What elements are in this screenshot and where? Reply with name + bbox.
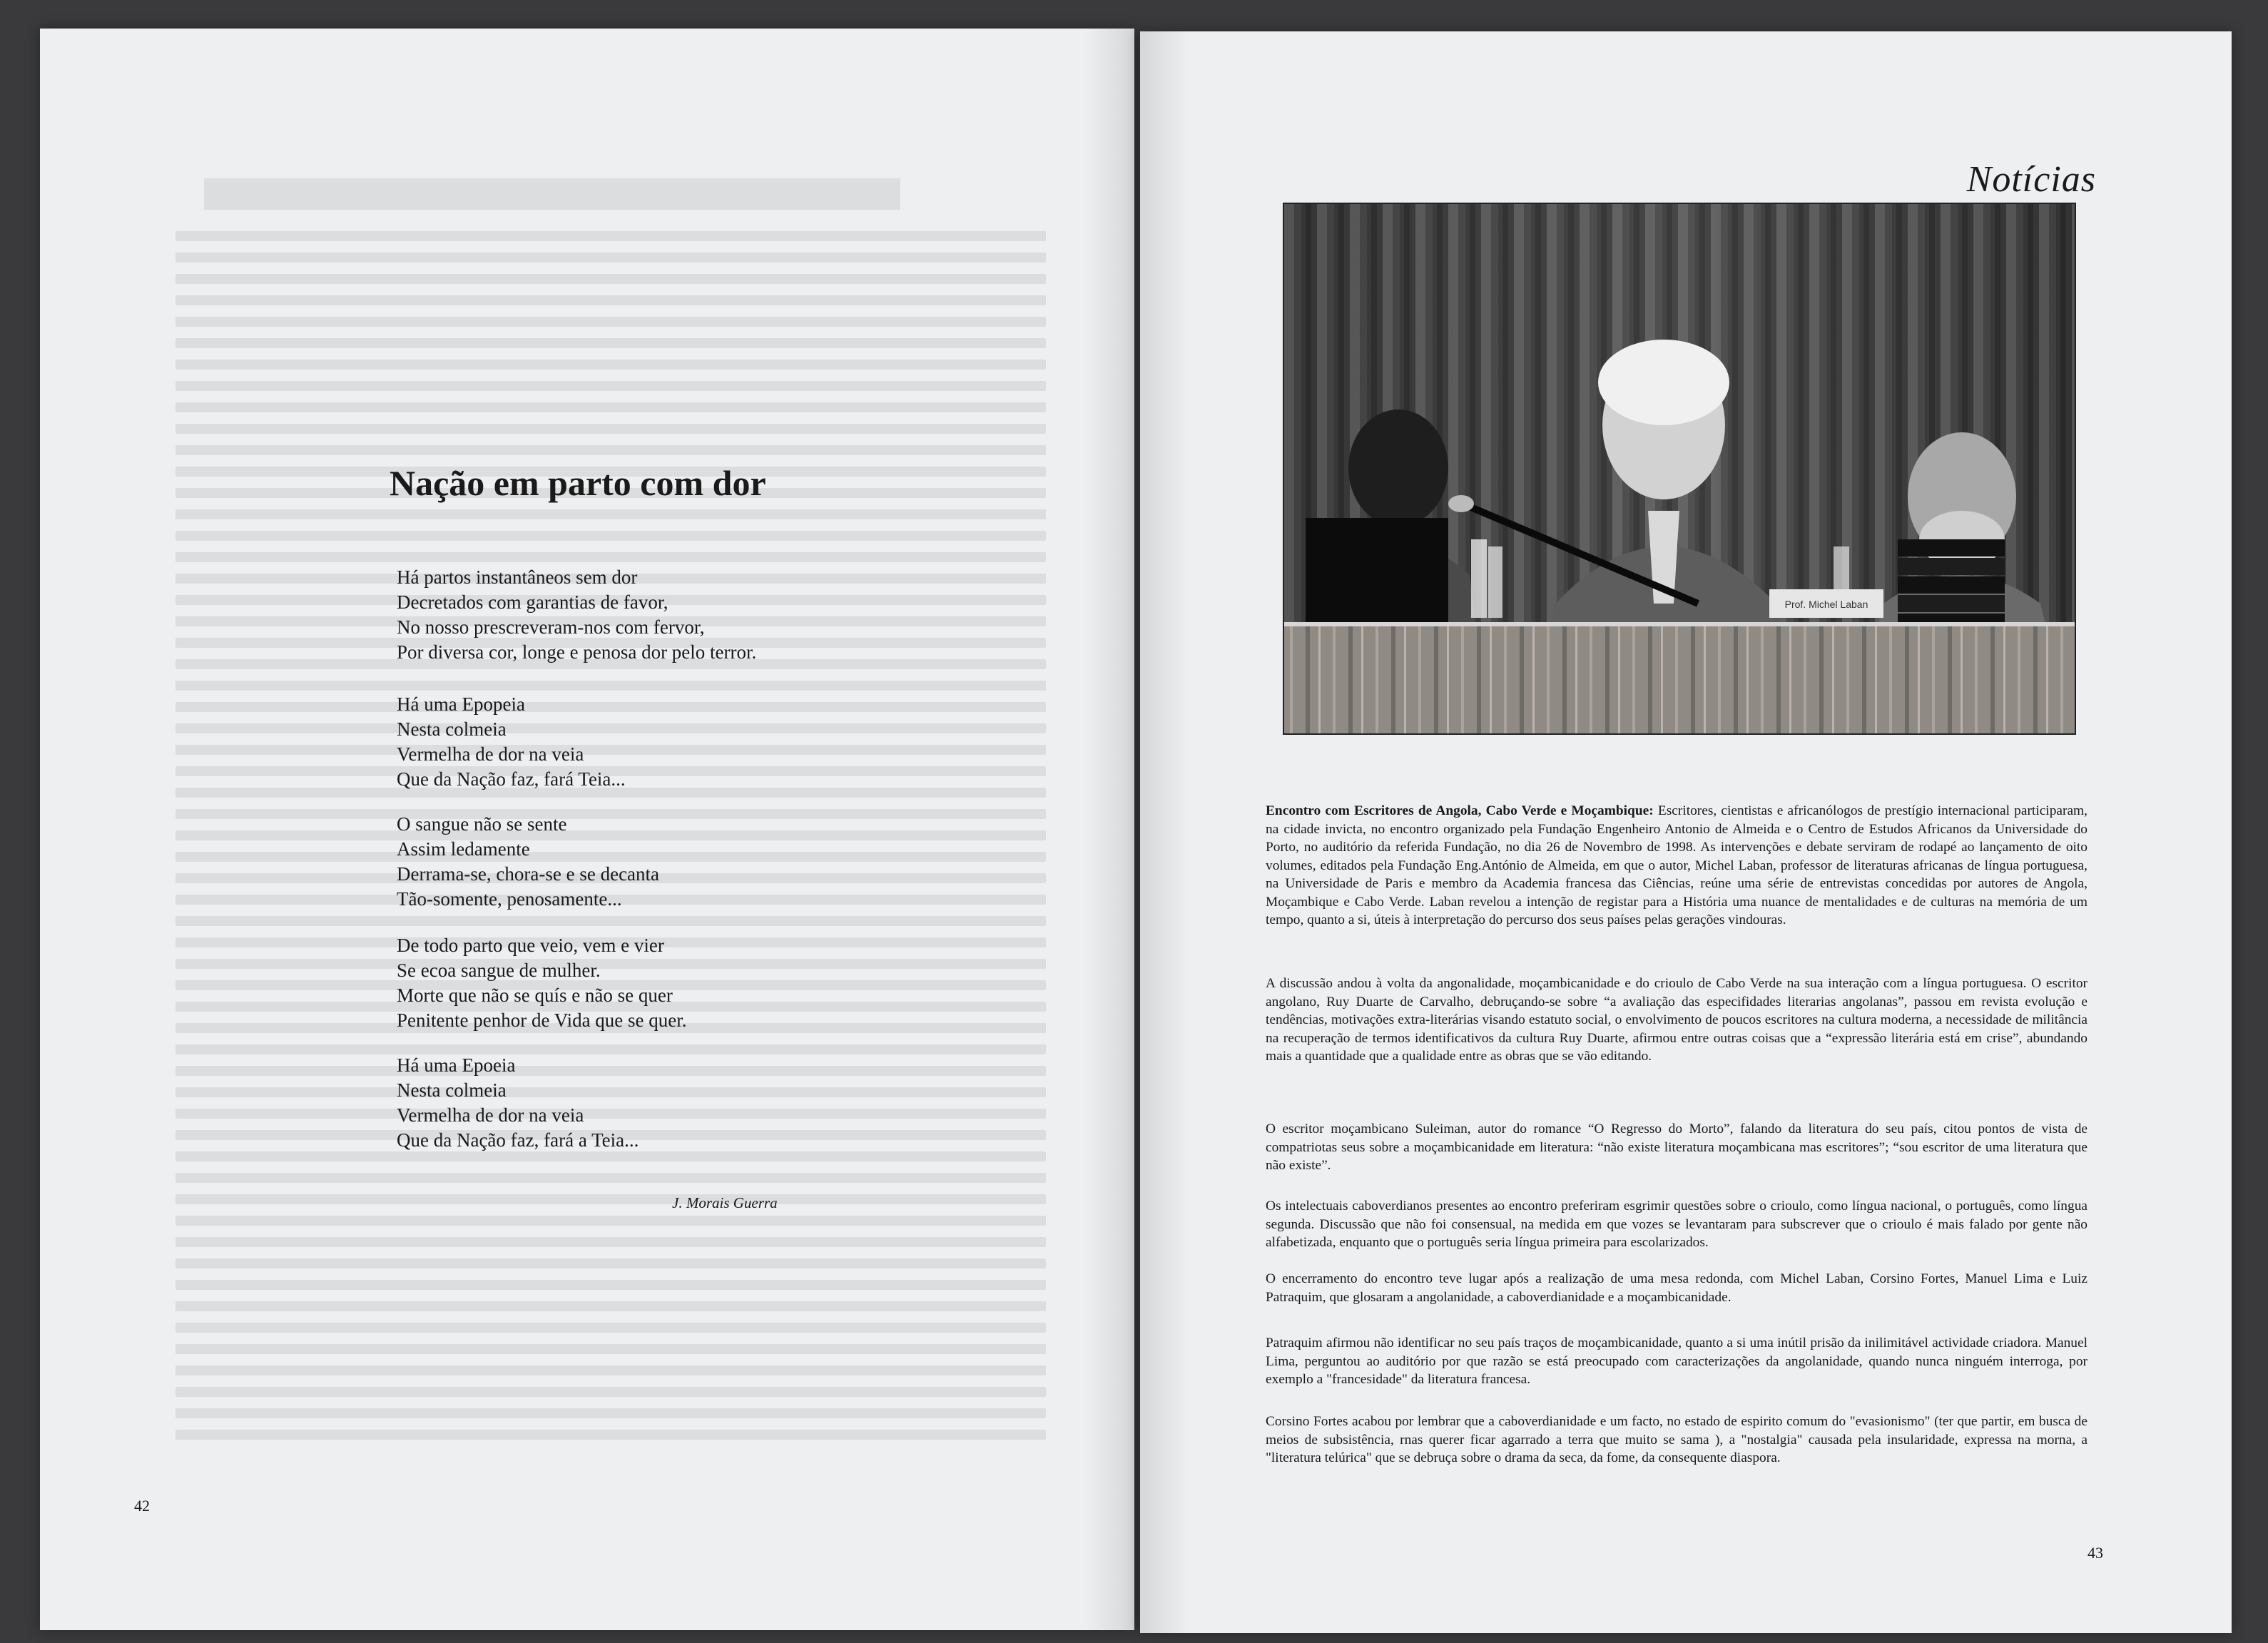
poem-author: J. Morais Guerra: [672, 1194, 778, 1211]
poem-line: Morte que não se quís e não se quer: [397, 985, 673, 1006]
poem-line: Derrama-se, chora-se e se decanta: [397, 863, 660, 885]
poem-line: Vermelha de dor na veia: [397, 1104, 584, 1126]
poem-line: Penitente penhor de Vida que se quer.: [397, 1009, 687, 1031]
article-paragraph: Patraquim afirmou não identificar no seu país traços de moçambicanidade, quanto a si uma inútil prisão da inilimitável actividade criadora. Manuel Lima, perguntou ao auditório por que razão se está preocupado com caracterizações da angolanidade, quando nunca ninguém interroga, por exemplo a "francesidade" da literatura francesa.: [1266, 1336, 2088, 1387]
poem-stanza-3: [397, 812, 659, 912]
article-lead-text: Escritores, cientistas e africanólogos de prestígio internacional participaram, na cidade invicta, no encontro organizado pela Fundação Engenheiro Antonio de Almeida e o Centro de Estudos Africanos da Universidade do Porto, no auditório da referida Fundação, no dia 26 de Novembro de 1998. As intervenções e debate serviram de rodapé ao lançamento de oito volumes, editados pela Fundação Eng.António de Almeida, em que o autor, Michel Laban, professor de literaturas africanas de língua portuguesa, na Universidade de Paris e membro da Academia francesa das Ciências, reúne uma série de entrevistas concedidas por autores de Angola, Moçambique e Cabo Verde. Laban revelou a intenção de registar para a História uma nuance de mentalidades e de culturas na memória de um tempo, quanto a si, úteis à interpretação do percurso dos seus países pelas gerações vindouras.: [1266, 803, 2088, 927]
book-stack: [1898, 539, 2005, 631]
left-page: [40, 29, 1134, 1630]
laptop: [1306, 518, 1448, 625]
article-paragraph: Os intelectuais caboverdianos presentes ao encontro preferiram esgrimir questões sobre o crioulo, como língua nacional, o português, como língua segunda. Discussão que não foi consensual, na medida em que vozes se levantaram para subscrever que o crioulo é mais falado por gente não alfabetizada, enquanto que o português seria língua primeira para escolarizados.: [1266, 1199, 2088, 1250]
article-lead-title: Encontro com Escritores de Angola, Cabo Verde e Moçambique:: [1266, 803, 1654, 818]
poem-line: Vermelha de dor na veia: [397, 743, 584, 765]
poem-line: O sangue não se sente: [397, 813, 567, 835]
poem-line: Há partos instantâneos sem dor: [397, 566, 638, 588]
poem-line: De todo parto que veio, vem e vier: [397, 935, 664, 956]
conference-photo: [1283, 203, 2076, 735]
poem-line: Há uma Epopeia: [397, 693, 525, 715]
article-paragraph: A discussão andou à volta da angonalidade, moçambicanidade e do crioulo de Cabo Verde na sua interação com a língua portuguesa. O escritor angolano, Ruy Duarte de Carvalho, debruçando-se sobre “a avaliação das especifidades literarias angolanas”, passou em revista evolução e tendências, motivações extra-literárias visando estatuto social, o envolvimento de poucos escritores na cultura moderna, a necessidade de militância na recuperação de termos identificativos da cultura Ruy Duarte, afirmou entre outras coisas que a “expressão literária está em crise”, abundando mais a quantidade que a qualidade entre as obras que se vão editando.: [1266, 976, 2088, 1064]
page-number-left: 42: [134, 1497, 150, 1515]
poem-line: Que da Nação faz, fará Teia...: [397, 768, 626, 790]
article-paragraph: O escritor moçambicano Suleiman, autor do romance “O Regresso do Morto”, falando da literatura do seu país, citou pontos de vista de compatriotas seus sobre a moçambicanidade em literatura: “não existe literatura moçambicana mas escritores”; “sou escritor de uma literatura que não existe”.: [1266, 1121, 2088, 1173]
poem-line: Decretados com garantias de favor,: [397, 591, 668, 613]
poem-stanza-5: [397, 1053, 639, 1153]
poem-line: Que da Nação faz, fará a Teia...: [397, 1129, 639, 1151]
table-front: [1284, 624, 2075, 733]
poem-line: Há uma Epoeia: [397, 1054, 516, 1076]
article-paragraph: Corsino Fortes acabou por lembrar que a caboverdianidade e um facto, no estado de espirito comum do "evasionismo" (ter que partir, em busca de meios de subsistência, rnas querer ficar agarrado a terra que muito se sama ), a "nostalgia" causada pela insularidade, expressa na morna, a "literatura telúrica" que se debruça sobre o drama da seca, da fome, da consequente diaspora.: [1266, 1414, 2088, 1465]
poem-line: Nesta colmeia: [397, 1079, 507, 1101]
poem-stanza-1: [397, 565, 756, 665]
right-page: [1140, 31, 2232, 1633]
nameplate-text: Prof. Michel Laban: [1784, 599, 1868, 610]
poem-line: Nesta colmeia: [397, 718, 507, 740]
article-paragraph: O encerramento do encontro teve lugar após a realização de uma mesa redonda, com Michel Laban, Corsino Fortes, Manuel Lima e Luiz Patraquim, que glosaram a angolanidade, a caboverdianidade e a moçambicanidade.: [1266, 1271, 2088, 1305]
poem-stanza-4: [397, 933, 687, 1033]
poem-line: Assim ledamente: [397, 838, 530, 860]
poem-line: Tão-somente, penosamente...: [397, 888, 622, 910]
poem-line: Por diversa cor, longe e penosa dor pelo terror.: [397, 641, 757, 663]
article-lead-paragraph: [1266, 802, 2088, 930]
conference-photo-drawing: [1284, 204, 2075, 733]
poem-stanza-2: [397, 692, 626, 792]
section-title: Notícias: [1966, 159, 2096, 200]
poem-line: No nosso prescreveram-nos com fervor,: [397, 616, 705, 638]
poem-line: Se ecoa sangue de mulher.: [397, 960, 601, 981]
poem-title: Nação em parto com dor: [390, 463, 766, 503]
page-number-right: 43: [2088, 1544, 2103, 1562]
